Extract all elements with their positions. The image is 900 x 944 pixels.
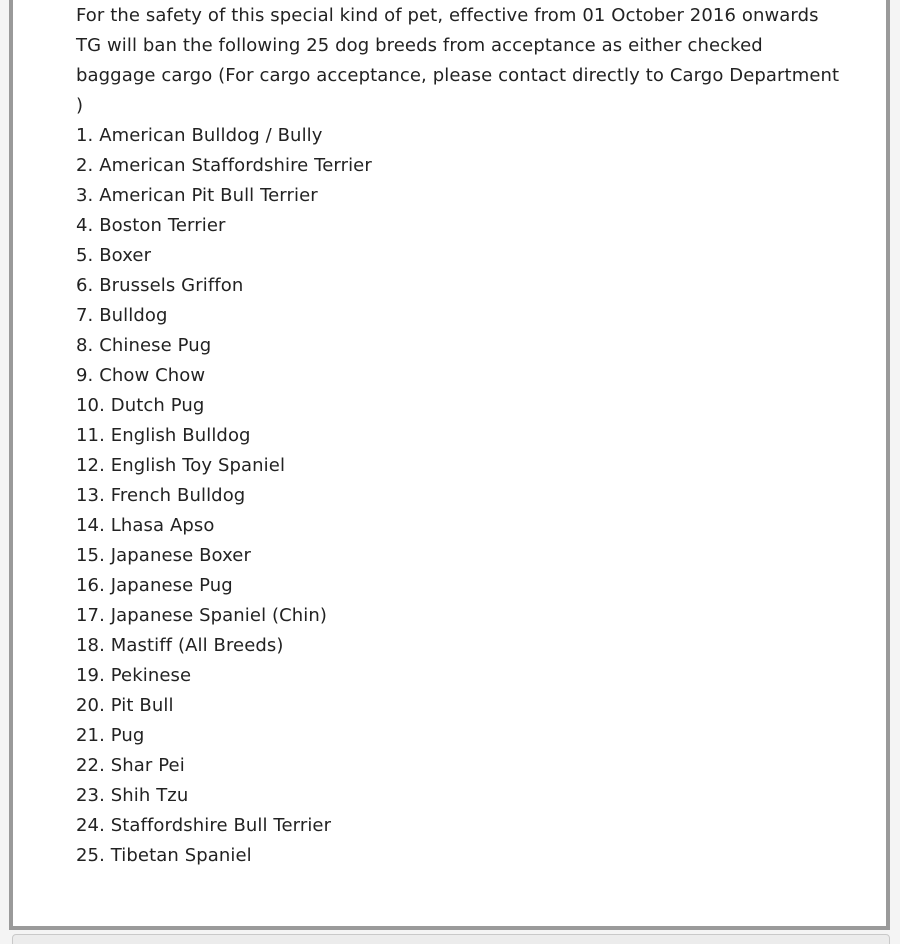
next-panel-edge <box>12 934 890 944</box>
list-item: 10. Dutch Pug <box>76 395 205 416</box>
list-item: 5. Boxer <box>76 245 152 266</box>
list-item: 7. Bulldog <box>76 305 168 326</box>
list-item: 13. French Bulldog <box>76 485 246 506</box>
list-item: 8. Chinese Pug <box>76 335 212 356</box>
list-item: 24. Staffordshire Bull Terrier <box>76 815 332 836</box>
article-body <box>76 1 846 871</box>
list-item: 2. American Staffordshire Terrier <box>76 155 372 176</box>
list-item: 14. Lhasa Apso <box>76 515 215 536</box>
list-item: 6. Brussels Griffon <box>76 275 244 296</box>
list-item: 12. English Toy Spaniel <box>76 455 286 476</box>
content-panel <box>9 0 890 930</box>
list-item: 21. Pug <box>76 725 145 746</box>
list-item: 16. Japanese Pug <box>76 575 233 596</box>
list-item: 22. Shar Pei <box>76 755 185 776</box>
list-item: 18. Mastiff (All Breeds) <box>76 635 284 656</box>
banned-breeds-list <box>76 121 846 871</box>
list-item: 23. Shih Tzu <box>76 785 189 806</box>
list-item: 1. American Bulldog / Bully <box>76 125 323 146</box>
list-item: 20. Pit Bull <box>76 695 174 716</box>
list-item: 15. Japanese Boxer <box>76 545 251 566</box>
intro-paragraph: For the safety of this special kind of pet, effective from 01 October 2016 onwards TG will ban the following 25 dog breeds from acceptance as either checked baggage cargo (For cargo acceptance, please contact directly to Cargo Department ) <box>76 5 840 116</box>
list-item: 11. English Bulldog <box>76 425 251 446</box>
list-item: 9. Chow Chow <box>76 365 206 386</box>
list-item: 4. Boston Terrier <box>76 215 226 236</box>
list-item: 17. Japanese Spaniel (Chin) <box>76 605 328 626</box>
list-item: 3. American Pit Bull Terrier <box>76 185 318 206</box>
list-item: 25. Tibetan Spaniel <box>76 845 252 866</box>
list-item: 19. Pekinese <box>76 665 192 686</box>
